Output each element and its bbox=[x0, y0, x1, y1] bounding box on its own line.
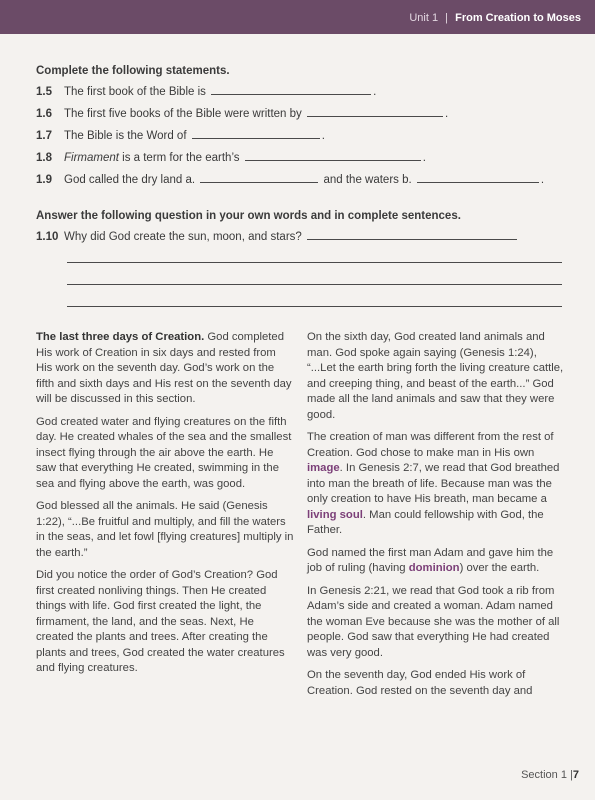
question-italic-term: Firmament bbox=[64, 152, 119, 164]
question-number: 1.7 bbox=[36, 130, 52, 142]
question-end: . bbox=[540, 174, 545, 186]
vocabulary-term: dominion bbox=[408, 562, 460, 574]
paragraph-text: . Man could fellowship with God, the Father. bbox=[307, 508, 544, 536]
paragraph-text: God named the first man Adam and gave him the job of ruling (having bbox=[307, 546, 554, 574]
question-1-8 bbox=[36, 149, 426, 165]
reading-column-right bbox=[307, 330, 565, 706]
question-1-5 bbox=[36, 83, 376, 99]
question-number: 1.8 bbox=[36, 152, 52, 164]
vocabulary-term: image bbox=[307, 462, 340, 474]
section-heading-complete: Complete the following statements. bbox=[36, 65, 230, 77]
question-1-7 bbox=[36, 127, 325, 143]
question-end: . bbox=[321, 130, 325, 142]
question-1-9 bbox=[36, 171, 544, 187]
header-separator: | bbox=[445, 12, 449, 24]
question-1-10 bbox=[36, 228, 519, 244]
answer-blank[interactable] bbox=[307, 105, 443, 117]
paragraph: In Genesis 2:21, we read that God took a rib from Adam’s side and created a woman. Adam named the woman Eve because she was the mother of all people. God saw that everything He had created was very good. bbox=[307, 584, 560, 659]
question-text: God called the dry land a. bbox=[64, 174, 196, 186]
section-label: Section 1 bbox=[521, 769, 567, 781]
section-heading-answer: Answer the following question in your own words and in complete sentences. bbox=[36, 210, 461, 222]
paragraph-text: The creation of man was different from the rest of Creation. God chose to make man in His own bbox=[307, 431, 554, 459]
question-text-mid: and the waters b. bbox=[323, 174, 412, 186]
paragraph-text: ) over the earth. bbox=[459, 562, 540, 574]
question-number: 1.5 bbox=[36, 86, 52, 98]
paragraph bbox=[36, 330, 294, 408]
paragraph bbox=[307, 546, 565, 577]
answer-blank[interactable] bbox=[211, 83, 371, 95]
question-end: . bbox=[422, 152, 426, 164]
lesson-lead-heading: The last three days of Creation. bbox=[36, 331, 205, 343]
question-number: 1.9 bbox=[36, 174, 52, 186]
question-end: . bbox=[444, 108, 449, 120]
paragraph-text: God completed His work of Creation in six days and rested from His work on the seventh day. God’s work on the fifth and sixth days and His rest on the seventh day will be discussed in this section. bbox=[36, 331, 292, 405]
paragraph: God created water and flying creatures on the fifth day. He created whales of the sea and the smallest insect flying through the air above the earth. He saw that everything He created, swimming in the sea and flying above the earth, was good. bbox=[36, 415, 292, 490]
paragraph: God blessed all the animals. He said (Genesis 1:22), “...Be fruitful and multiply, and fill the waters in the seas, and let fowl [flying creatures] multiply in the earth.” bbox=[36, 500, 294, 559]
question-number: 1.6 bbox=[36, 108, 52, 120]
answer-blank-b[interactable] bbox=[417, 171, 539, 183]
page-number: 7 bbox=[572, 769, 579, 781]
paragraph: On the sixth day, God created land animals and man. God spoke again saying (Genesis 1:24), “...Let the earth bring forth the living creature cattle, and creeping thing, and beast of the earth...” God made all the land animals and saw that they were good. bbox=[307, 331, 564, 421]
answer-line[interactable] bbox=[67, 262, 562, 263]
paragraph: Did you notice the order of God’s Creation? God first created nonliving things. Then He created things with life. God first created the light, the firmament, the land, and the seas. Next, He created the plants and trees. After creating the plants and trees, God created the water creatures and flying creatures. bbox=[36, 569, 285, 674]
answer-blank[interactable] bbox=[192, 127, 320, 139]
page-header-text bbox=[409, 12, 581, 24]
question-text: Why did God create the sun, moon, and stars? bbox=[64, 231, 302, 243]
answer-blank[interactable] bbox=[307, 228, 517, 240]
question-text: The first book of the Bible is bbox=[64, 86, 206, 98]
question-end: . bbox=[373, 86, 377, 98]
answer-line[interactable] bbox=[67, 284, 562, 285]
answer-line[interactable] bbox=[67, 306, 562, 307]
vocabulary-term: living soul bbox=[307, 508, 363, 521]
question-text: The first five books of the Bible were written by bbox=[64, 108, 302, 120]
question-text: The Bible is the Word of bbox=[64, 130, 187, 142]
paragraph-text: . In Genesis 2:7, we read that God breathed into man the breath of life. Because man was the only creation to have His breath, man became a bbox=[307, 462, 560, 505]
paragraph bbox=[307, 430, 565, 539]
footer-separator: | bbox=[570, 769, 573, 781]
answer-blank-a[interactable] bbox=[200, 171, 318, 183]
reading-column-left bbox=[36, 330, 294, 684]
paragraph: On the seventh day, God ended His work of Creation. God rested on the seventh day and bbox=[307, 669, 533, 697]
answer-blank[interactable] bbox=[245, 149, 421, 161]
question-text: is a term for the earth’s bbox=[118, 152, 240, 164]
question-number: 1.10 bbox=[36, 231, 59, 243]
question-1-6 bbox=[36, 105, 448, 121]
page-footer bbox=[521, 769, 579, 781]
unit-label: Unit 1 bbox=[409, 12, 439, 24]
page-header-bar bbox=[0, 0, 595, 34]
unit-title: From Creation to Moses bbox=[455, 12, 581, 24]
